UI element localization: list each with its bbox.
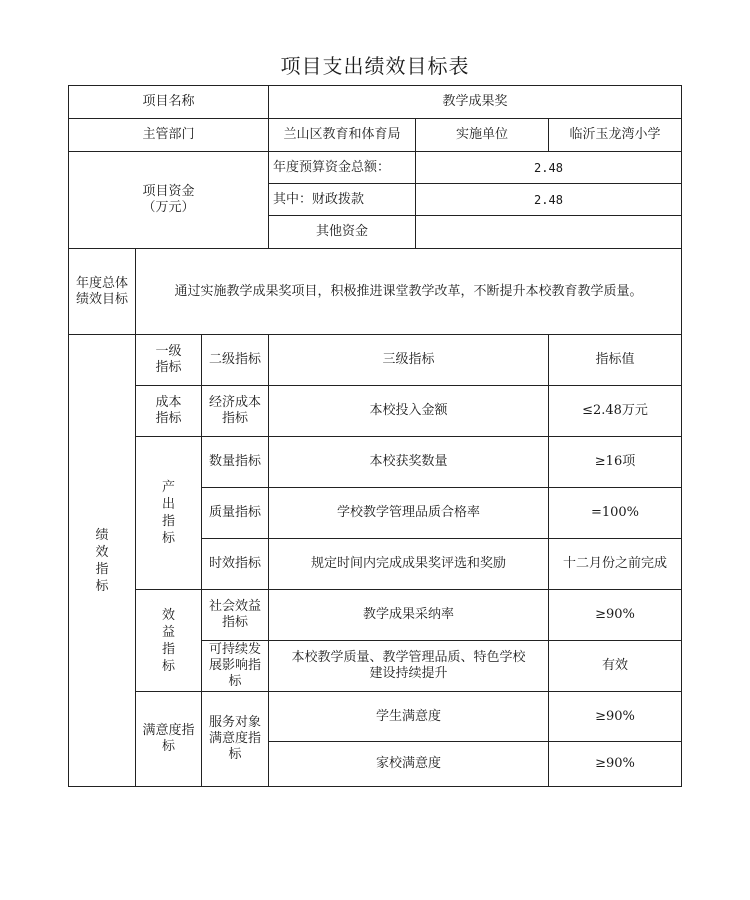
benefit-level3: 本校教学质量、教学管理品质、特色学校 建设持续提升 bbox=[269, 641, 549, 692]
output-level2: 质量指标 bbox=[202, 488, 269, 539]
fiscal-label: 其中：财政拨款 bbox=[269, 184, 416, 216]
output-level2: 数量指标 bbox=[202, 437, 269, 488]
project-name-value: 教学成果奖 bbox=[269, 86, 682, 119]
satisfaction-level2: 服务对象 满意度指 标 bbox=[202, 692, 269, 787]
satisfaction-value: ≥90% bbox=[549, 742, 682, 787]
performance-target-table bbox=[68, 85, 682, 787]
other-funds-label: 其他资金 bbox=[269, 216, 416, 249]
header-level2: 二级指标 bbox=[202, 335, 269, 386]
performance-indicators-label: 绩 效 指 标 bbox=[69, 335, 136, 787]
dept-value: 兰山区教育和体育局 bbox=[269, 119, 416, 152]
output-value: 十二月份之前完成 bbox=[549, 539, 682, 590]
annual-goal-label: 年度总体 绩效目标 bbox=[69, 249, 136, 335]
benefit-level2: 可持续发 展影响指 标 bbox=[202, 641, 269, 692]
benefit-level2: 社会效益 指标 bbox=[202, 590, 269, 641]
cost-level2: 经济成本 指标 bbox=[202, 386, 269, 437]
output-level3: 规定时间内完成成果奖评选和奖励 bbox=[269, 539, 549, 590]
output-level1: 产 出 指 标 bbox=[136, 437, 202, 590]
header-level3: 三级指标 bbox=[269, 335, 549, 386]
header-value: 指标值 bbox=[549, 335, 682, 386]
cost-value: ≤2.48万元 bbox=[549, 386, 682, 437]
benefit-value: ≥90% bbox=[549, 590, 682, 641]
satisfaction-level3: 学生满意度 bbox=[269, 692, 549, 742]
impl-label: 实施单位 bbox=[416, 119, 549, 152]
funds-label: 项目资金 （万元） bbox=[69, 152, 269, 249]
cost-level1: 成本 指标 bbox=[136, 386, 202, 437]
annual-goal-text: 通过实施教学成果奖项目，积极推进课堂教学改革，不断提升本校教育教学质量。 bbox=[136, 249, 682, 335]
budget-total-value: 2.48 bbox=[416, 152, 682, 184]
dept-label: 主管部门 bbox=[69, 119, 269, 152]
benefit-level3: 教学成果采纳率 bbox=[269, 590, 549, 641]
fiscal-value: 2.48 bbox=[416, 184, 682, 216]
benefit-value: 有效 bbox=[549, 641, 682, 692]
output-value: ≥16项 bbox=[549, 437, 682, 488]
cost-level3: 本校投入金额 bbox=[269, 386, 549, 437]
other-funds-value bbox=[416, 216, 682, 249]
impl-value: 临沂玉龙湾小学 bbox=[549, 119, 682, 152]
header-level1: 一级 指标 bbox=[136, 335, 202, 386]
project-name-label: 项目名称 bbox=[69, 86, 269, 119]
budget-total-label: 年度预算资金总额： bbox=[269, 152, 416, 184]
output-value: =100% bbox=[549, 488, 682, 539]
satisfaction-level3: 家校满意度 bbox=[269, 742, 549, 787]
output-level2: 时效指标 bbox=[202, 539, 269, 590]
benefit-level1: 效 益 指 标 bbox=[136, 590, 202, 692]
satisfaction-level1: 满意度指 标 bbox=[136, 692, 202, 787]
output-level3: 学校教学管理品质合格率 bbox=[269, 488, 549, 539]
table-title: 项目支出绩效目标表 bbox=[280, 54, 470, 78]
output-level3: 本校获奖数量 bbox=[269, 437, 549, 488]
satisfaction-value: ≥90% bbox=[549, 692, 682, 742]
